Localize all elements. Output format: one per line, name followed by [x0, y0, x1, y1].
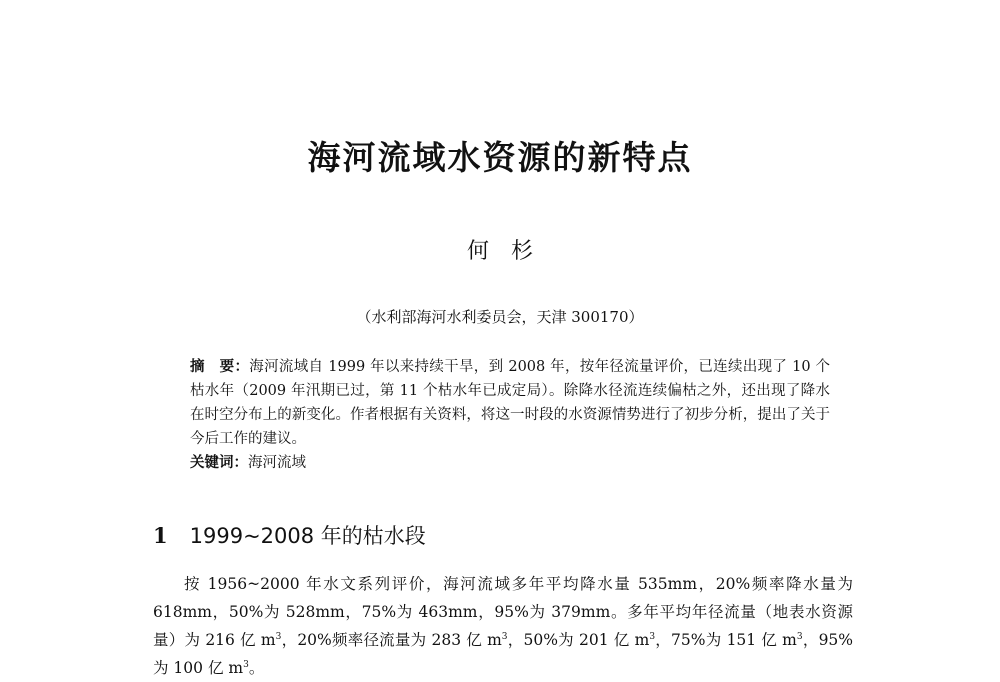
superscript: 3 — [501, 631, 508, 642]
abstract — [190, 355, 830, 451]
body-text-3: ，50%为 201 亿 m — [507, 631, 650, 649]
keywords — [190, 451, 830, 475]
author-name: 何杉 — [466, 239, 555, 264]
body-text-5: ，95%为 100 亿 m — [153, 631, 854, 677]
superscript: 3 — [275, 631, 282, 642]
abstract-text: 海河流域自 1999 年以来持续干旱，到 2008 年，按年径流量评价，已连续出现了 10 个枯水年（2009 年汛期已过，第 11 个枯水年已成定局）。除降水径流连续偏枯之外，还出现了降水在时空分布上的新变化。作者根据有关资料，将这一时段的水资源情势进行了初步分析，提出了关于今后工作的建议。 — [190, 359, 831, 447]
superscript: 3 — [796, 631, 803, 642]
author-affiliation: （水利部海河水利委员会，天津 300170） — [356, 308, 644, 326]
superscript: 3 — [243, 659, 249, 670]
superscript: 3 — [649, 631, 656, 642]
paper-title: 海河流域水资源的新特点 — [307, 138, 693, 177]
keywords-label: 关键词： — [190, 454, 248, 471]
body-paragraph — [153, 570, 853, 682]
section-heading — [153, 521, 426, 551]
body-text-6: 。 — [248, 659, 265, 677]
body-text-2: ，20%频率径流量为 283 亿 m — [281, 631, 502, 649]
keywords-text: 海河流域 — [248, 455, 306, 471]
body-text-4: ，75%为 151 亿 m — [655, 631, 797, 649]
abstract-label: 摘 要： — [190, 358, 250, 375]
body-text-1: 按 1956~2000 年水文系列评价，海河流域多年平均降水量 535mm，20%频率降水量为 618mm，50%为 528mm，75%为 463mm，95%为 379mm。多年平均年径流量（地表水资源量）为 216 亿 m — [153, 575, 853, 649]
section-title: 1999~2008 年的枯水段 — [189, 524, 426, 548]
section-number: 1 — [153, 523, 168, 548]
